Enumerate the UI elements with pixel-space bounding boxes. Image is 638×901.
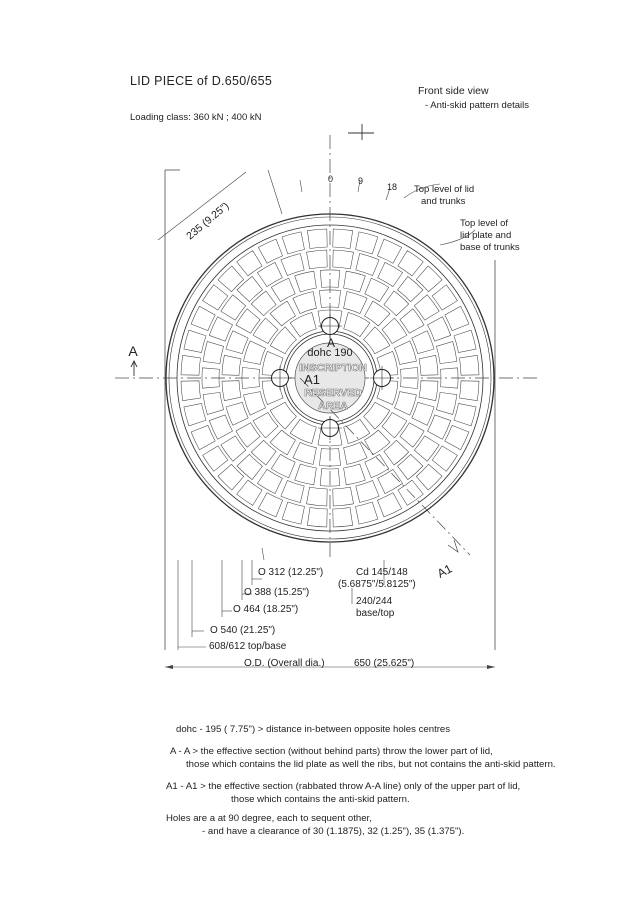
callout-top-level-plate-3: base of trunks [460, 242, 520, 253]
dim-bt-1: 240/244 [356, 596, 393, 607]
tick-9: 9 [358, 176, 364, 186]
anti-skid-brick [290, 313, 316, 337]
anti-skid-brick [307, 508, 327, 528]
dim-608: 608/612 top/base [209, 641, 287, 652]
anti-skid-brick [244, 392, 266, 416]
anti-skid-brick [344, 271, 366, 292]
anti-skid-brick [377, 493, 401, 517]
tick-18: 18 [387, 182, 398, 192]
note-aa-2: those which contains the lid plate as well the ribs, but not contains the anti-skid pattern. [186, 759, 556, 770]
dim-bt-2: base/top [356, 608, 395, 619]
inscription-line-2: RESERVED [304, 387, 362, 399]
anti-skid-brick [398, 454, 424, 479]
anti-skid-brick [454, 404, 476, 426]
anti-skid-brick [377, 239, 401, 263]
callout-top-level-lid-1: Top level of lid [414, 184, 475, 195]
anti-skid-brick [428, 317, 451, 341]
anti-skid-brick [333, 250, 354, 269]
callout-top-level-lid-2: and trunks [421, 196, 466, 207]
anti-skid-brick [382, 318, 407, 343]
anti-skid-brick [356, 502, 378, 524]
anti-skid-brick [307, 229, 327, 249]
note-dohc: dohc - 195 ( 7.75") > distance in-between opposite holes centres [176, 724, 451, 735]
anti-skid-brick [221, 436, 246, 461]
anti-skid-brick [258, 239, 282, 263]
anti-skid-brick [191, 425, 215, 449]
anti-skid-brick [333, 487, 354, 506]
anti-skid-brick [356, 254, 379, 276]
anti-skid-brick [253, 413, 278, 438]
note-holes-1: Holes are a at 90 degree, each to sequent other, [166, 813, 372, 824]
anti-skid-brick [181, 355, 201, 375]
note-a1-1: A1 - A1 > the effective section (rabbated throw A-A line) only of the upper part of lid, [166, 781, 521, 792]
anti-skid-brick [184, 404, 206, 426]
anti-skid-brick [412, 331, 434, 354]
a1-bottom-label: A1 [434, 561, 455, 581]
anti-skid-brick [394, 341, 416, 365]
anti-skid-brick [384, 291, 409, 316]
anti-skid-brick [293, 442, 317, 464]
dim-464: O 464 (18.25") [233, 604, 299, 615]
anti-skid-brick [344, 313, 370, 337]
callout-top-level-plate-2: lid plate and [460, 230, 512, 241]
loading-class: Loading class: 360 kN ; 400 kN [130, 112, 262, 123]
anti-skid-brick [365, 301, 390, 326]
anti-skid-brick [295, 271, 317, 292]
anti-skid-brick [282, 232, 304, 254]
anti-skid-brick [253, 318, 278, 343]
anti-skid-brick [237, 276, 263, 301]
dim-od: O.D. (Overall dia.) [244, 658, 325, 669]
anti-skid-brick [270, 301, 295, 326]
anti-skid-brick [282, 502, 304, 524]
anti-skid-brick [344, 419, 370, 443]
anti-skid-brick [290, 419, 316, 443]
view-subtitle: - Anti-skid pattern details [425, 100, 530, 111]
section-a1-label: A1 [304, 372, 320, 387]
anti-skid-brick [203, 342, 224, 364]
dim-312: O 312 (12.25") [258, 567, 324, 578]
anti-skid-brick [258, 493, 282, 517]
anti-skid-brick [398, 276, 424, 301]
anti-skid-brick [412, 402, 434, 425]
anti-skid-brick [436, 342, 457, 364]
anti-skid-brick [209, 317, 232, 341]
note-aa-1: A - A > the effective section (without behind parts) throw the lower part of lid, [170, 746, 493, 757]
anti-skid-brick [356, 232, 378, 254]
anti-skid-brick [384, 440, 409, 465]
dim-cd-1: Cd 145/148 [356, 567, 408, 578]
anti-skid-brick [344, 464, 366, 485]
anti-skid-brick [436, 392, 457, 414]
dim-cd-2: (5.6875"/5.8125") [338, 579, 416, 590]
anti-skid-brick [394, 392, 416, 416]
dim-388: O 388 (15.25") [244, 587, 310, 598]
anti-skid-brick [281, 481, 304, 503]
dim-540: O 540 (21.25") [210, 625, 276, 636]
anti-skid-brick [333, 508, 353, 528]
anti-skid-brick [295, 464, 317, 485]
anti-skid-brick [365, 430, 390, 455]
anti-skid-brick [226, 402, 248, 425]
callout-top-level-plate-1: Top level of [460, 218, 509, 229]
anti-skid-brick [307, 250, 328, 269]
anti-skid-brick [445, 306, 469, 330]
angle-dimension [158, 170, 475, 245]
anti-skid-brick [209, 415, 232, 439]
left-a-label: A [128, 343, 138, 359]
tick-0: 0 [328, 174, 334, 184]
anti-skid-brick [460, 381, 480, 401]
anti-skid-brick [221, 295, 246, 320]
note-holes-2: - and have a clearance of 30 (1.1875), 32 (1.25"), 35 (1.375"). [202, 826, 465, 837]
anti-skid-brick [460, 355, 480, 375]
anti-skid-brick [454, 330, 476, 352]
section-a-label: A [326, 336, 336, 350]
inscription-line-3: AREA [318, 400, 348, 412]
drawing-title: LID PIECE of D.650/655 [130, 74, 273, 88]
anti-skid-brick [333, 229, 353, 249]
angle-label: 235 (9.25") [184, 199, 232, 243]
anti-skid-brick [356, 481, 379, 503]
anti-skid-brick [344, 292, 368, 314]
anti-skid-brick [414, 295, 439, 320]
anti-skid-brick [419, 355, 438, 375]
anti-skid-brick [237, 454, 263, 479]
anti-skid-brick [251, 440, 276, 465]
anti-skid-brick [307, 487, 328, 506]
dohc-label: dohc 190 [307, 347, 353, 359]
anti-skid-brick [428, 415, 451, 439]
anti-skid-brick [445, 425, 469, 449]
anti-skid-brick [382, 413, 407, 438]
view-title: Front side view [418, 85, 489, 97]
anti-skid-brick [191, 306, 215, 330]
anti-skid-brick [222, 355, 241, 375]
dim-od-value: 650 (25.625") [354, 658, 415, 669]
anti-skid-brick [270, 430, 295, 455]
anti-skid-brick [181, 381, 201, 401]
anti-skid-brick [222, 381, 241, 401]
anti-skid-brick [419, 381, 438, 401]
anti-skid-brick [281, 254, 304, 276]
note-a1-2: those which contains the anti-skid pattern. [231, 794, 410, 805]
anti-skid-brick [251, 291, 276, 316]
anti-skid-brick [226, 331, 248, 354]
anti-skid-brick [184, 330, 206, 352]
anti-skid-brick [293, 292, 317, 314]
anti-skid-brick [414, 436, 439, 461]
anti-skid-brick [244, 341, 266, 365]
inscription-line-1: INSCRIPTION [299, 362, 367, 374]
anti-skid-brick [203, 392, 224, 414]
anti-skid-brick [344, 442, 368, 464]
